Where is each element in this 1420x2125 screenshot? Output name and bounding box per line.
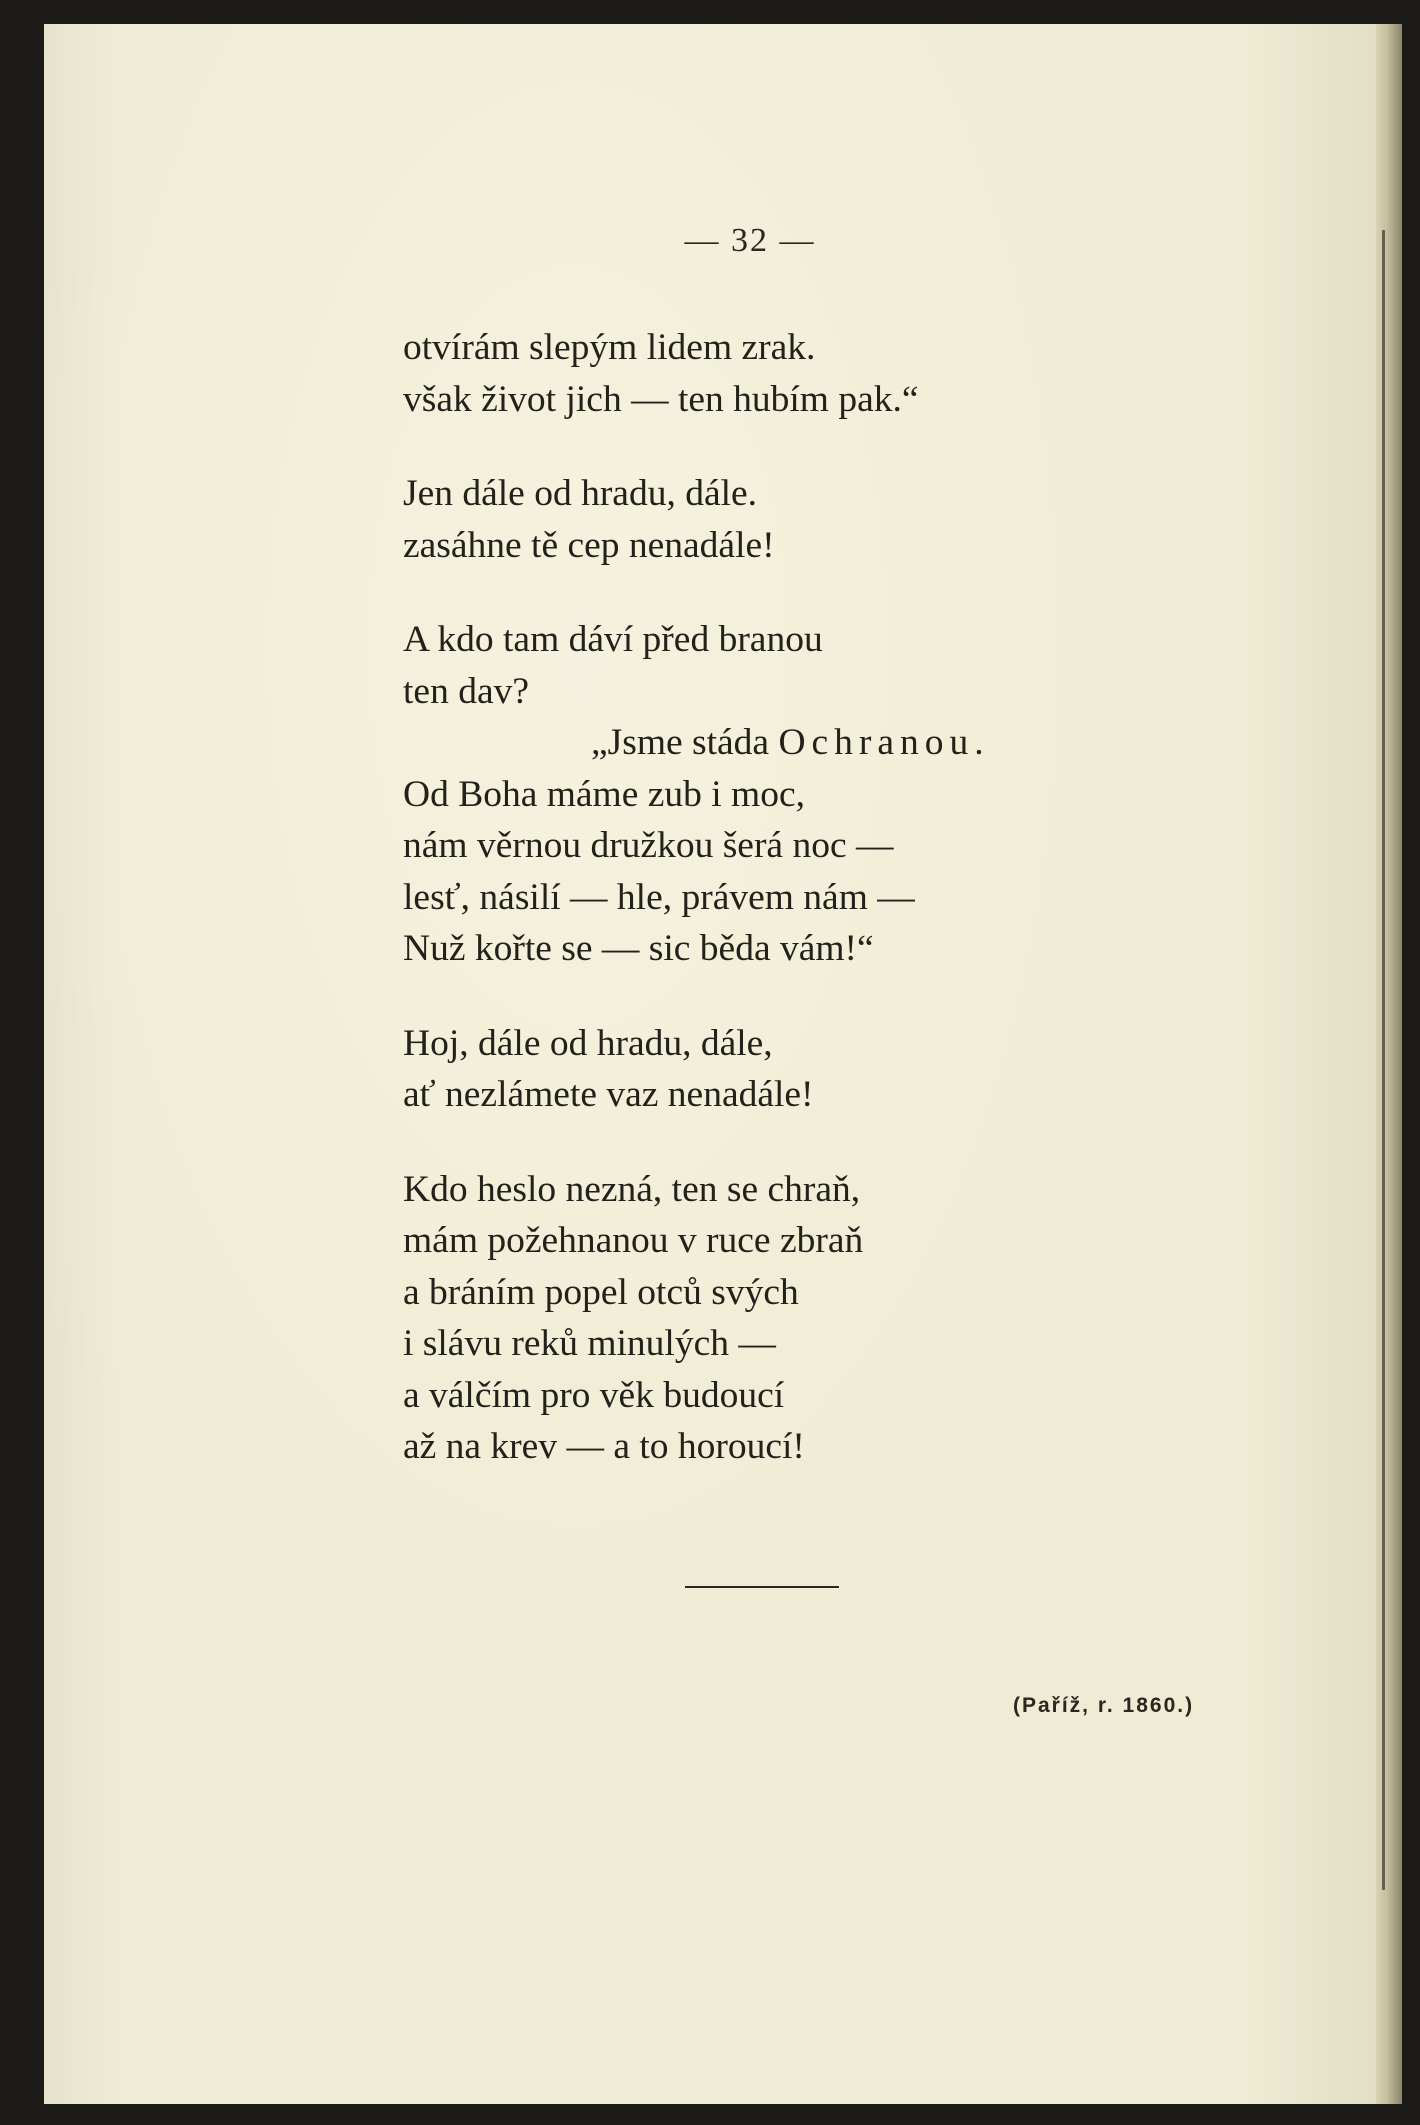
poem-line: Kdo heslo nezná, ten se chraň, — [403, 1168, 861, 1210]
poem-line: a bráním popel otců svých — [403, 1271, 799, 1313]
poem-line: lesť, násilí — hle, právem nám — — [403, 876, 915, 918]
end-rule — [685, 1586, 839, 1588]
poem-line: Nuž kořte se — sic běda vám!“ — [403, 928, 874, 969]
poem-line: Od Boha máme zub i moc, — [403, 773, 805, 815]
stanza-1 — [403, 322, 990, 425]
poem-body — [403, 322, 990, 1516]
poem-line: zasáhne tě cep nenadále! — [403, 524, 775, 566]
binding-shadow — [1382, 230, 1385, 1890]
stanza-4 — [403, 1018, 990, 1121]
stanza-5 — [403, 1164, 990, 1473]
poem-line: otvírám slepým lidem zrak. — [403, 327, 816, 368]
stanza-2 — [403, 468, 990, 571]
poem-line: mám požehnanou v ruce zbraň — [403, 1220, 864, 1261]
colophon: (Paříž, r. 1860.) — [1013, 1694, 1195, 1717]
poem-line: Jen dále od hradu, dále. — [403, 473, 758, 514]
poem-line-part: „Jsme stáda — [591, 722, 779, 763]
emphasized-word: Ochranou. — [778, 722, 990, 763]
poem-line: nám věrnou družkou šerá noc — — [403, 825, 894, 866]
poem-line: ať nezlámete vaz nenadále! — [403, 1074, 814, 1115]
page-edge — [1376, 24, 1402, 2104]
poem-line: však život jich — ten hubím pak.“ — [403, 378, 919, 420]
poem-line: a válčím pro věk budoucí — [403, 1374, 785, 1416]
poem-line: i slávu reků minulých — — [403, 1323, 776, 1364]
poem-line: Hoj, dále od hradu, dále, — [403, 1022, 773, 1064]
poem-line: až na krev — a to horoucí! — [403, 1426, 805, 1467]
poem-line-indented — [403, 717, 990, 769]
page-number: — 32 — — [684, 222, 816, 259]
poem-line: A kdo tam dáví před branou — [403, 619, 823, 660]
poem-line: ten dav? — [403, 670, 529, 712]
stanza-3 — [403, 614, 990, 975]
